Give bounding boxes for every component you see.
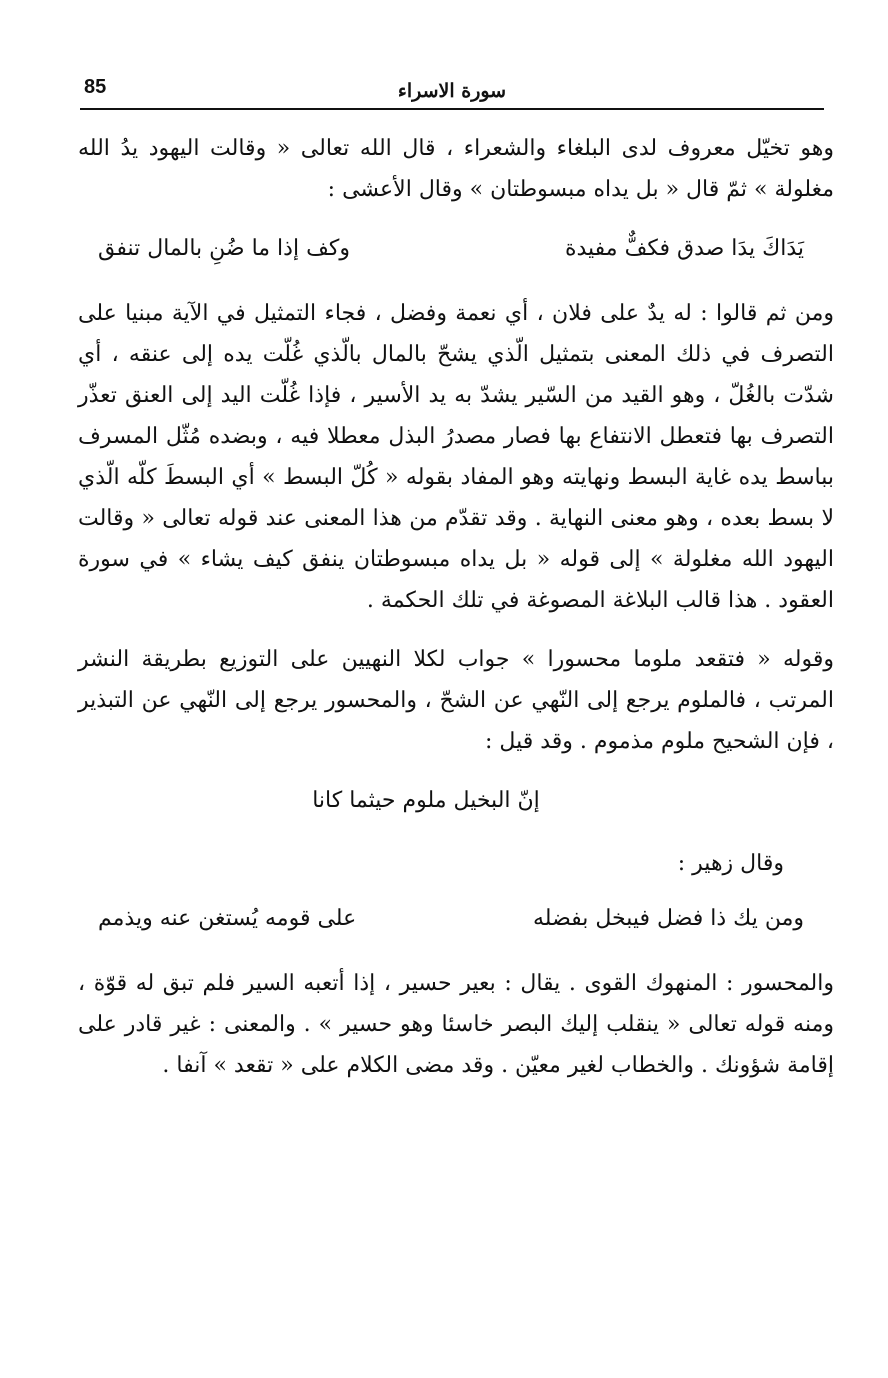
page-header <box>80 72 824 108</box>
verse-hemistich-left: على قومه يُستغن عنه ويذمم <box>98 906 357 931</box>
verse-hemistich-right: يَدَاكَ يدَا صدق فكفٌّ مفيدة <box>564 236 804 261</box>
page-number: 85 <box>84 76 107 98</box>
page-body <box>78 128 834 1086</box>
paragraph-4: والمحسور : المنهوك القوى . يقال : بعير حسير ، إذا أتعبه السير فلم تبق له قوّة ، ومنه قوله تعالى « ينقلب إليك البصر خاسئا وهو حسير » . والمعنى : غير قادر على إقامة شؤونك . والخطاب لغير معيّن . وقد مضى الكلام على « تقعد » آنفا . <box>78 971 834 1078</box>
verse-al-asha <box>98 228 804 269</box>
paragraph-3: وقوله « فتقعد ملوما محسورا » جواب لكلا النهيين على التوزيع بطريقة النشر المرتب ، فالملوم يرجع إلى النّهي عن الشحّ ، والمحسور يرجع إلى النّهي عن التبذير ، فإن الشحيح ملوم مذموم . وقد قيل : <box>78 647 834 754</box>
verse-line: إنّ البخيل ملوم حيثما كانا <box>312 788 540 813</box>
verse-hemistich-left: وكف إذا ما ضُنِ بالمال تنفق <box>98 236 350 261</box>
verse-zuhair <box>98 898 804 939</box>
zuhair-intro: وقال زهير : <box>677 851 784 876</box>
paragraph-2: ومن ثم قالوا : له يدٌ على فلان ، أي نعمة وفضل ، فجاء التمثيل في الآية مبنيا على التصرف في ذلك المعنى بتمثيل الّذي يشحّ بالمال بالّذي غُلّت يده إلى عنقه ، أي شدّت بالغُلّ ، وهو القيد من السّير يشدّ به يد الأسير ، فإذا غُلّت اليد إلى العنق تعذّر التصرف بها فتعطل الانتفاع بها فصار مصدرُ البذل معطلا فيه ، وبضده مُثّل المسرف بباسط يده غاية البسط ونهايته وهو المفاد بقوله « كُلّ البسط » أي البسطَ كلّه الّذي لا بسط بعده ، وهو معنى النهاية . وقد تقدّم من هذا المعنى عند قوله تعالى « وقالت اليهود الله مغلولة » إلى قوله « بل يداه مبسوطتان ينفق كيف يشاء » في سورة العقود . هذا قالب البلاغة المصوغة في تلك الحكمة . <box>78 301 834 613</box>
verse-bakhil <box>78 780 834 821</box>
running-title: سورة الاسراء <box>397 80 507 102</box>
header-rule <box>80 108 824 110</box>
verse-hemistich-right: ومن يك ذا فضل فيبخل بفضله <box>532 906 804 931</box>
paragraph-1: وهو تخيّل معروف لدى البلغاء والشعراء ، قال الله تعالى « وقالت اليهود يدُ الله مغلولة » ثمّ قال « بل يداه مبسوطتان » وقال الأعشى : <box>78 136 834 202</box>
